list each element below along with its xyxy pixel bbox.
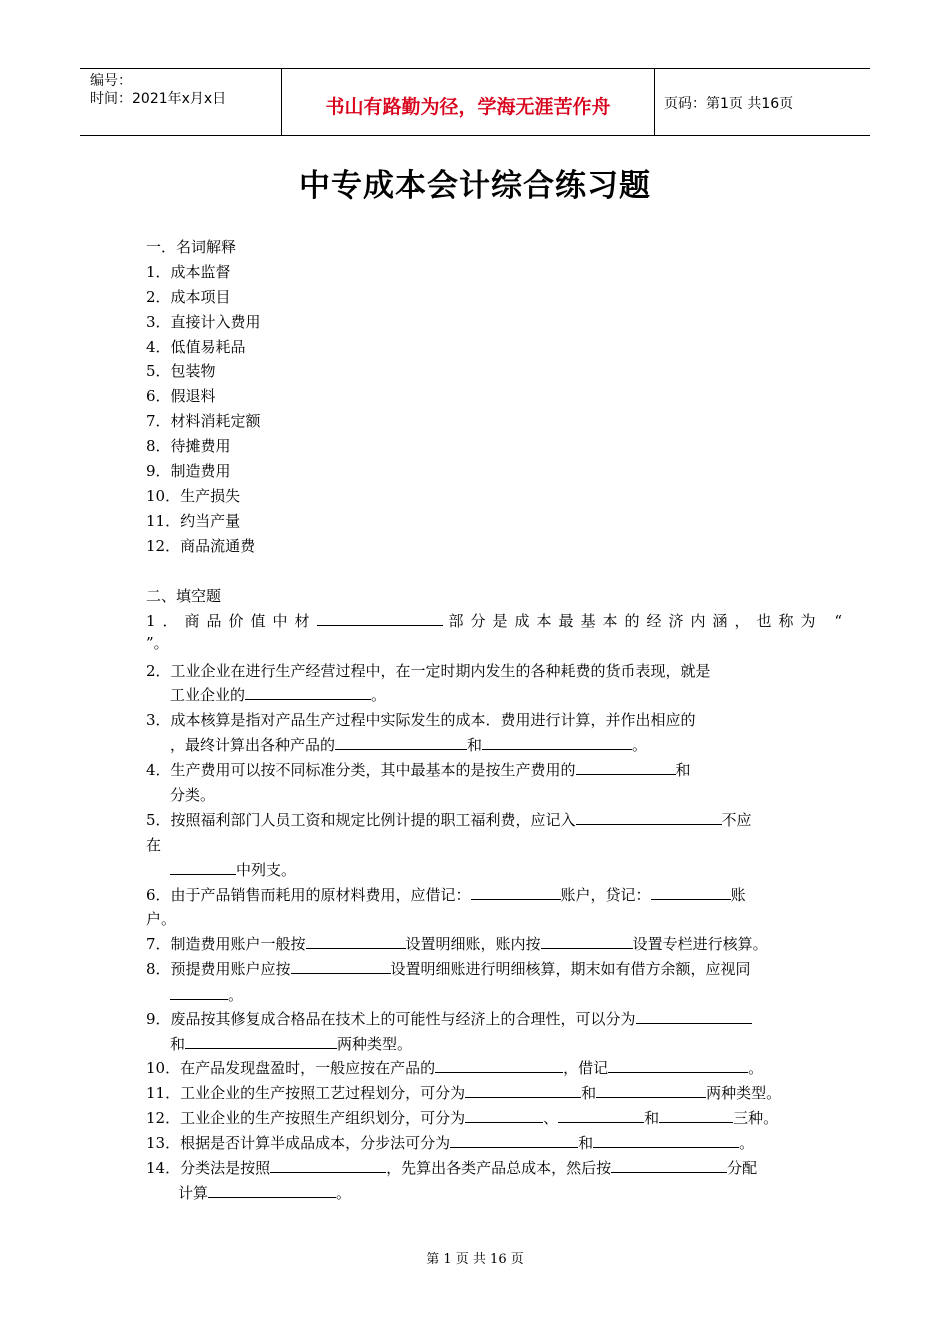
question-14-cont [178,1182,351,1203]
answer-blank[interactable] [170,860,236,875]
answer-blank[interactable] [636,1009,752,1024]
page-footer: 第 1 页 共 16 页 [426,1252,524,1267]
answer-blank[interactable] [576,810,722,825]
term-item: 4．低值易耗品 [146,338,246,356]
section-heading-fill: 二、填空题 [146,587,222,605]
answer-blank[interactable] [245,685,371,700]
question-text: 10．在产品发现盘盈时，一般应按在产品的 [146,1059,436,1077]
number-label: 编号： [90,73,132,89]
question-text: 和 [675,761,691,779]
header-divider [654,68,655,136]
answer-blank[interactable] [596,1083,706,1098]
question-text: 。 [228,986,244,1004]
question-text: 中列支。 [236,861,297,879]
question-text: 两种类型。 [706,1084,782,1102]
question-text: 11．工业企业的生产按照工艺过程划分，可分为 [146,1084,466,1102]
question-text: 。 [739,1134,755,1152]
question-text: 9．废品按其修复成合格品在技术上的可能性与经济上的合理性，可以分为 [146,1010,636,1028]
question-3-cont [170,734,647,755]
answer-blank[interactable] [593,1133,739,1148]
answer-blank[interactable] [541,934,633,949]
question-7 [146,933,768,954]
question-text: 设置明细账进行明细核算，期末如有借方余额，应视同 [390,960,751,978]
answer-blank[interactable] [482,735,632,750]
question-text: ，先算出各类产品总成本，然后按 [386,1159,612,1177]
question-text: 部分是成本最基本的经济内涵，也称为 “ [448,612,849,630]
question-2-cont [170,684,386,705]
header-motto: 书山有路勤为径，学海无涯苦作舟 [325,96,611,118]
question-2: 2．工业企业在进行生产经营过程中，在一定时期内发生的各种耗费的货币表现，就是 [146,662,711,680]
question-14 [146,1157,757,1178]
question-10 [146,1057,763,1078]
answer-blank[interactable] [270,1158,386,1173]
section-heading-terms: 一．名词解释 [146,238,237,256]
question-5-cont2 [170,859,296,880]
term-item: 6．假退料 [146,387,216,405]
question-text: 工业企业的 [170,686,246,704]
term-item: 8．待摊费用 [146,437,231,455]
question-text: 和 [467,736,483,754]
question-text: 1．商品价值中材 [146,612,317,630]
answer-blank[interactable] [450,1133,578,1148]
page-code: 页码：第1页 共16页 [664,96,794,112]
question-text: 5．按照福利部门人员工资和规定比例计提的职工福利费，应记入 [146,811,576,829]
time-label: 时间：2021年x月x日 [90,91,227,107]
question-text: 13．根据是否计算半成品成本，分步法可分为 [146,1134,451,1152]
question-text: ，最终计算出各种产品的 [170,736,336,754]
question-6-cont: 户。 [146,910,177,928]
question-text: 4．生产费用可以按不同标准分类，其中最基本的是按生产费用的 [146,761,576,779]
answer-blank[interactable] [651,885,731,900]
question-text: 计算 [178,1184,209,1202]
question-text: 两种类型。 [337,1035,413,1053]
question-text: 设置专栏进行核算。 [632,935,768,953]
answer-blank[interactable] [558,1108,644,1123]
question-4 [146,759,691,780]
answer-blank[interactable] [659,1108,733,1123]
answer-blank[interactable] [608,1058,748,1073]
answer-blank[interactable] [335,735,467,750]
question-5 [146,809,752,830]
question-text: 。 [371,686,387,704]
header-top-rule [80,68,870,69]
answer-blank[interactable] [435,1058,563,1073]
answer-blank[interactable] [611,1158,727,1173]
question-5-cont: 在 [146,836,162,854]
question-1 [146,610,849,631]
answer-blank[interactable] [465,1083,581,1098]
answer-blank[interactable] [306,934,406,949]
header-meta [90,72,226,108]
term-item: 3．直接计入费用 [146,313,261,331]
question-4-cont: 分类。 [170,786,216,804]
question-9 [146,1008,752,1029]
term-item: 1．成本监督 [146,263,231,281]
question-8-cont [170,984,243,1005]
question-text: 和 [170,1035,186,1053]
question-8 [146,958,751,979]
answer-blank[interactable] [185,1034,337,1049]
question-text: 、 [543,1109,559,1127]
question-text: 7．制造费用账户一般按 [146,935,306,953]
question-3: 3．成本核算是指对产品生产过程中实际发生的成本．费用进行计算，并作出相应的 [146,711,696,729]
question-text: 账 [730,886,746,904]
question-text: 和 [581,1084,597,1102]
term-item: 5．包装物 [146,362,216,380]
term-item: 2．成本项目 [146,288,231,306]
question-text: 和 [578,1134,594,1152]
question-text: 14．分类法是按照 [146,1159,271,1177]
question-text: 6．由于产品销售而耗用的原材料费用，应借记： [146,886,471,904]
question-11 [146,1082,781,1103]
question-text: 和 [644,1109,660,1127]
answer-blank[interactable] [291,959,391,974]
answer-blank[interactable] [576,760,676,775]
question-1-cont: ”。 [146,634,169,652]
term-item: 11．约当产量 [146,512,241,530]
answer-blank[interactable] [317,611,443,626]
question-text: 三种。 [733,1109,779,1127]
question-text: 。 [632,736,648,754]
term-item: 7．材料消耗定额 [146,412,261,430]
question-6 [146,884,746,905]
question-12 [146,1107,778,1128]
answer-blank[interactable] [170,985,228,1000]
question-text: 分配 [727,1159,758,1177]
question-text: 不应 [721,811,752,829]
term-item: 10．生产损失 [146,487,241,505]
answer-blank[interactable] [465,1108,543,1123]
question-text: 。 [336,1184,352,1202]
question-9-cont [170,1033,412,1054]
header-bottom-rule [80,135,870,136]
question-text: 8．预提费用账户应按 [146,960,291,978]
answer-blank[interactable] [208,1183,336,1198]
question-text: 。 [748,1059,764,1077]
term-item: 9．制造费用 [146,462,231,480]
answer-blank[interactable] [471,885,561,900]
question-text: ，借记 [563,1059,609,1077]
document-title: 中专成本会计综合练习题 [299,168,651,204]
question-text: 账户，贷记： [560,886,651,904]
question-13 [146,1132,754,1153]
question-text: 12．工业企业的生产按照生产组织划分，可分为 [146,1109,466,1127]
term-item: 12．商品流通费 [146,537,256,555]
question-text: 设置明细账，账内按 [405,935,541,953]
